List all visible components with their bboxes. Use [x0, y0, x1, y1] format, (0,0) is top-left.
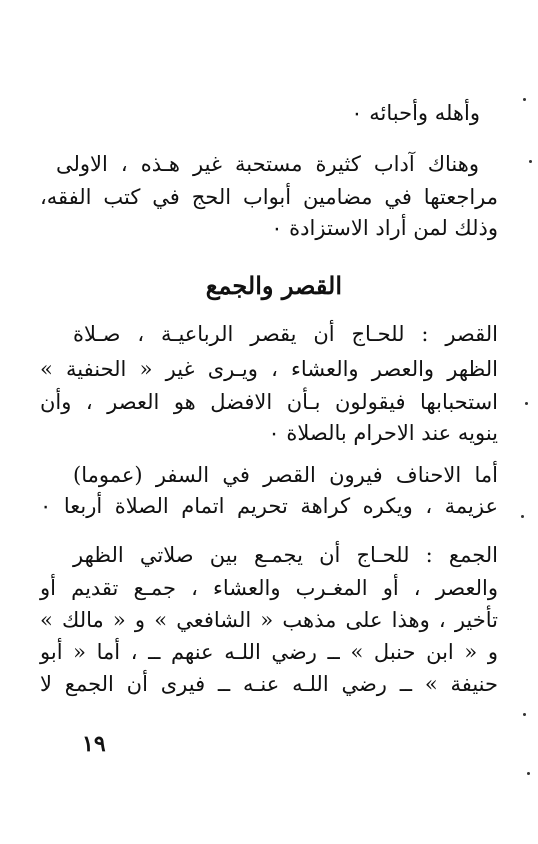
text-line-13: تأخير ، وهذا على مذهب « الشافعي » و « مالك »	[40, 608, 498, 632]
text-line-1: وأهله وأحبائه ٠	[351, 101, 480, 125]
margin-speck	[523, 713, 526, 716]
margin-speck	[527, 772, 530, 775]
section-heading: القصر والجمع	[205, 271, 342, 300]
text-line-3: مراجعتها في مضامين أبواب الحج في كتب الفقه،	[40, 185, 498, 209]
page-number: ١٩	[82, 731, 106, 757]
text-line-14: و « ابن حنبل » ــ رضي اللـه عنهم ــ ، أما « أبو	[40, 640, 498, 664]
text-line-9: أما الاحناف فيرون القصر في السفر (عموما)	[73, 463, 498, 487]
text-line-8: ينويه عند الاحرام بالصلاة ٠	[268, 421, 498, 445]
text-line-15: حنيفة » ــ رضي اللـه عنـه ــ فيرى أن الجمع لا	[40, 672, 498, 696]
margin-speck	[523, 98, 526, 101]
text-line-12: والعصر ، أو المغـرب والعشاء ، جمـع تقديم أو	[40, 576, 498, 600]
margin-speck	[529, 160, 532, 163]
margin-speck	[525, 402, 528, 405]
text-line-10: عزيمة ، ويكره كراهة تحريم اتمام الصلاة أربعا ٠	[40, 494, 498, 518]
text-line-4: وذلك لمن أراد الاستزادة ٠	[271, 216, 498, 240]
text-line-2: وهناك آداب كثيرة مستحبة غير هـذه ، الاولى	[56, 152, 479, 176]
text-line-6: الظهر والعصر والعشاء ، ويـرى غير « الحنفية »	[40, 357, 498, 381]
text-line-5: القصر : للحـاج أن يقصر الرباعيـة ، صـلاة	[73, 322, 498, 346]
text-line-7: استحبابها فيقولون بـأن الافضل هو العصر ، وأن	[40, 390, 498, 414]
text-line-11: الجمع : للحـاج أن يجمـع بين صلاتي الظهر	[73, 543, 498, 567]
margin-speck	[521, 515, 524, 518]
